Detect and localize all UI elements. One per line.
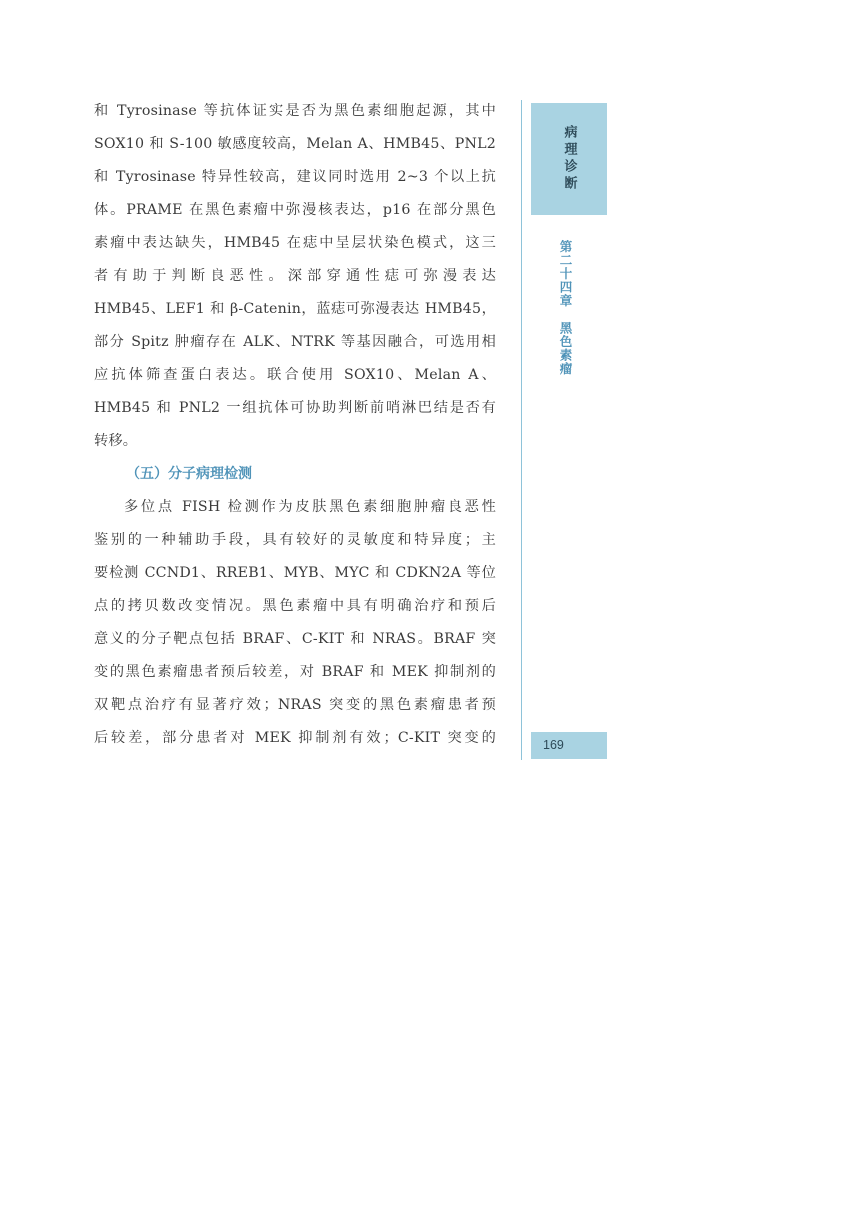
section-tab xyxy=(531,103,607,215)
text-line: 点的拷贝数改变情况。黑色素瘤中具有明确治疗和预后 xyxy=(94,598,496,614)
text-line: 要检测 CCND1、RREB1、MYB、MYC 和 CDKN2A 等位 xyxy=(94,565,496,581)
body-text xyxy=(94,95,496,755)
text-line: 鉴别的一种辅助手段，具有较好的灵敏度和特异度；主 xyxy=(94,532,496,548)
section-heading: （五）分子病理检测 xyxy=(126,466,252,482)
text-line: 变的黑色素瘤患者预后较差，对 BRAF 和 MEK 抑制剂的 xyxy=(94,664,496,680)
text-line: 意义的分子靶点包括 BRAF、C-KIT 和 NRAS。BRAF 突 xyxy=(94,631,496,647)
text-line: 体。PRAME 在黑色素瘤中弥漫核表达，p16 在部分黑色 xyxy=(94,202,496,218)
chapter-number: 第二十四章 xyxy=(558,240,573,308)
text-line: 多位点 FISH 检测作为皮肤黑色素细胞肿瘤良恶性 xyxy=(124,499,496,515)
margin-divider xyxy=(521,100,522,760)
text-line: 和 Tyrosinase 等抗体证实是否为黑色素细胞起源，其中 xyxy=(94,103,496,119)
section-tab-label: 病理诊断 xyxy=(561,125,577,193)
text-line: 转移。 xyxy=(94,433,138,449)
text-line: 和 Tyrosinase 特异性较高，建议同时选用 2~3 个以上抗 xyxy=(94,169,496,185)
text-line: 双靶点治疗有显著疗效；NRAS 突变的黑色素瘤患者预 xyxy=(94,697,496,713)
chapter-marker xyxy=(556,240,574,376)
text-line: HMB45 和 PNL2 一组抗体可协助判断前哨淋巴结是否有 xyxy=(94,400,496,416)
text-line: 部分 Spitz 肿瘤存在 ALK、NTRK 等基因融合，可选用相 xyxy=(94,334,496,350)
text-line: HMB45、LEF1 和 β-Catenin，蓝痣可弥漫表达 HMB45， xyxy=(94,301,496,317)
text-line: SOX10 和 S-100 敏感度较高，Melan A、HMB45、PNL2 xyxy=(94,136,496,152)
text-line: 者有助于判断良恶性。深部穿通性痣可弥漫表达 xyxy=(94,268,496,284)
text-line: 应抗体筛查蛋白表达。联合使用 SOX10、Melan A、 xyxy=(94,367,496,383)
chapter-title: 黑色素瘤 xyxy=(558,321,573,376)
page-number: 169 xyxy=(531,732,607,759)
text-line: 后较差，部分患者对 MEK 抑制剂有效；C-KIT 突变的 xyxy=(94,730,496,746)
text-line: 素瘤中表达缺失，HMB45 在痣中呈层状染色模式，这三 xyxy=(94,235,496,251)
